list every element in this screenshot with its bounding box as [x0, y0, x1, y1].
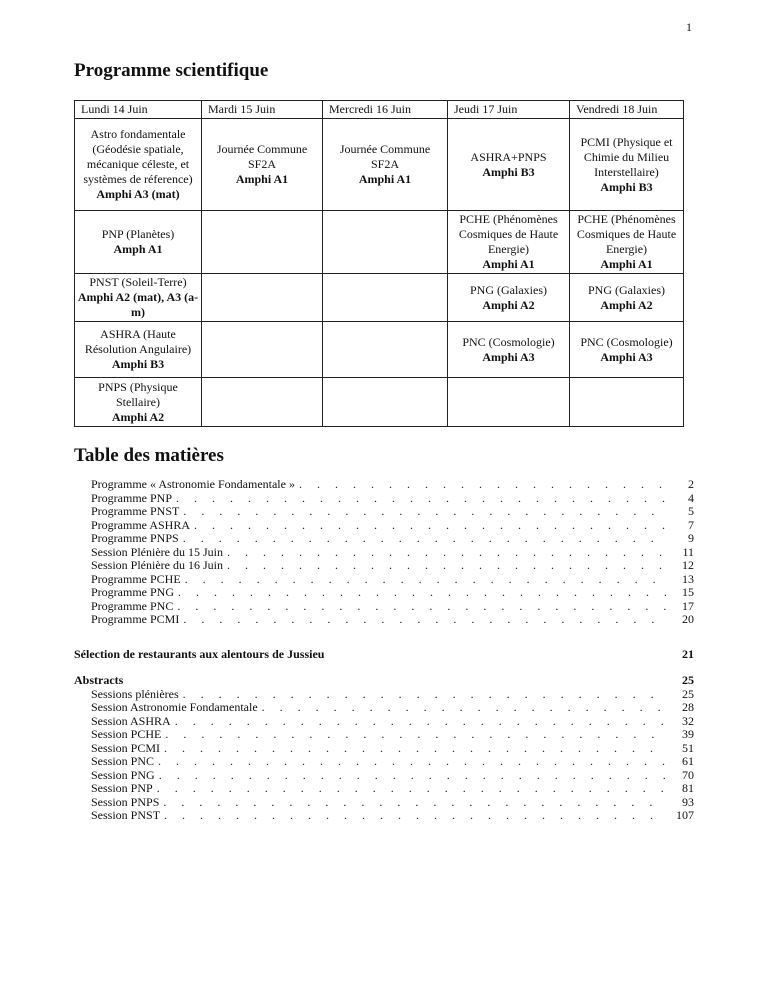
toc-entry[interactable] [74, 796, 694, 810]
toc-entry-page: 12 [682, 558, 694, 572]
programme-heading: Programme scientifique [74, 60, 269, 81]
session-cell [448, 322, 570, 378]
toc-restaurants [74, 648, 694, 662]
session-room: Amphi B3 [111, 357, 165, 371]
session-cell [570, 211, 684, 274]
session-cell [75, 378, 202, 427]
session-cell [570, 274, 684, 322]
session-room: Amphi B3 [600, 179, 653, 194]
toc-entry-page: 2 [688, 477, 694, 491]
session-room: Amphi B3 [482, 164, 535, 179]
toc-entry-title: Session PCMI [91, 740, 161, 755]
toc-entry[interactable] [74, 688, 694, 702]
session-name: PNP (Planètes) [101, 227, 175, 241]
toc-entry-page: 39 [682, 727, 694, 741]
day-header: Mardi 15 Juin [202, 101, 323, 119]
toc-entry[interactable] [74, 586, 694, 600]
session-name: PNC (Cosmologie) [462, 334, 555, 349]
session-name: ASHRA (Haute Résolution Angulaire) [84, 327, 192, 356]
schedule-header-row [75, 101, 684, 119]
toc-entry[interactable] [74, 715, 694, 729]
dot-leader [157, 782, 666, 796]
session-cell [570, 322, 684, 378]
dot-leader [176, 492, 666, 506]
toc-entry-page: 4 [688, 490, 694, 505]
empty-cell [202, 322, 323, 378]
session-room: Amphi A3 (mat) [96, 187, 180, 201]
schedule-row [75, 211, 684, 274]
toc-entry-title: Programme PNG [91, 585, 174, 599]
toc-section-page: 21 [682, 647, 694, 661]
dot-leader [164, 742, 666, 756]
toc-entry-title: Programme PNC [91, 598, 174, 613]
toc-entry-page: 11 [682, 544, 694, 559]
toc-entry[interactable] [74, 600, 694, 614]
session-room: Amphi A1 [600, 257, 653, 271]
toc-entry-page: 5 [688, 504, 694, 518]
toc-entry-title: Session Plénière du 15 Juin [91, 544, 223, 559]
toc-entry-page: 17 [682, 598, 694, 613]
toc-entry-title: Session Astronomie Fondamentale [91, 700, 258, 714]
session-room: Amphi A1 [235, 172, 289, 186]
toc-entry[interactable] [74, 559, 694, 573]
empty-cell [202, 378, 323, 427]
session-cell [75, 119, 202, 211]
toc-entry-page: 81 [682, 781, 694, 795]
toc-entry[interactable] [74, 519, 694, 533]
toc-entry-title: Session PNG [91, 767, 155, 782]
toc-entry-title: Session ASHRA [91, 713, 171, 728]
dot-leader [165, 728, 666, 742]
empty-cell [323, 211, 448, 274]
toc-entry[interactable] [74, 532, 694, 546]
schedule-row [75, 378, 684, 427]
session-name: PNG (Galaxies) [470, 282, 547, 297]
session-name: PCMI (Physique et Chimie du Milieu Interstellaire) [580, 134, 673, 179]
toc-entry[interactable] [74, 573, 694, 587]
session-name: PNPS (Physique Stellaire) [98, 379, 178, 409]
dot-leader [299, 478, 666, 492]
toc-entry-title: Programme « Astronomie Fondamentale » [91, 477, 295, 491]
dot-leader [164, 809, 666, 823]
session-room: Amphi A3 [600, 349, 653, 364]
schedule-table [74, 100, 684, 427]
toc-entry[interactable] [74, 505, 694, 519]
toc-abstracts [74, 674, 694, 823]
session-cell [448, 119, 570, 211]
session-cell [323, 119, 448, 211]
toc-entry-page: 7 [688, 517, 694, 532]
toc-entry[interactable] [74, 769, 694, 783]
session-cell [448, 211, 570, 274]
toc-entry-title: Programme PNPS [91, 531, 179, 545]
toc-entry-page: 9 [688, 531, 694, 545]
day-header: Mercredi 16 Juin [323, 101, 448, 119]
session-cell [202, 119, 323, 211]
toc-entry[interactable] [74, 782, 694, 796]
session-cell [570, 119, 684, 211]
toc-entry-title: Programme PCHE [91, 571, 181, 586]
toc-entry-page: 13 [682, 571, 694, 586]
dot-leader [175, 715, 666, 729]
toc-heading: Table des matières [74, 445, 224, 466]
dot-leader [158, 755, 666, 769]
toc-entry[interactable] [74, 742, 694, 756]
toc-entry-title: Programme PNP [91, 490, 172, 505]
dot-leader [183, 613, 666, 627]
dot-leader [185, 573, 666, 587]
page-number: 1 [686, 20, 692, 34]
day-header: Vendredi 18 Juin [570, 101, 684, 119]
toc-entry-page: 61 [682, 754, 694, 768]
toc-entry-title: Session PCHE [91, 727, 162, 741]
toc-entry-page: 70 [682, 767, 694, 782]
day-header: Jeudi 17 Juin [448, 101, 570, 119]
toc-entry[interactable] [74, 492, 694, 506]
dot-leader [159, 769, 666, 783]
toc-entry[interactable] [74, 755, 694, 769]
empty-cell [323, 378, 448, 427]
toc-section-title: Sélection de restaurants aux alentours de Jussieu [74, 647, 325, 661]
session-name: Astro fondamentale (Géodésie spatiale, mécanique céleste, et systèmes de réference) [83, 127, 193, 186]
session-name: PNG (Galaxies) [588, 282, 665, 297]
toc-entry[interactable] [74, 728, 694, 742]
dot-leader [178, 586, 666, 600]
dot-leader [183, 532, 666, 546]
session-room: Amphi A1 [482, 257, 535, 271]
toc-programmes [74, 478, 694, 627]
toc-entry-page: 93 [682, 794, 694, 809]
empty-cell [323, 274, 448, 322]
toc-entry[interactable] [74, 701, 694, 715]
dot-leader [163, 796, 666, 810]
toc-entry-page: 20 [682, 612, 694, 626]
empty-cell [202, 274, 323, 322]
toc-entry-title: Session PNPS [91, 794, 160, 809]
session-room: Amphi A2 [482, 297, 535, 312]
session-name: PNC (Cosmologie) [580, 334, 673, 349]
toc-entry-title: Programme PNST [91, 504, 180, 518]
empty-cell [570, 378, 684, 427]
session-cell [75, 322, 202, 378]
empty-cell [448, 378, 570, 427]
empty-cell [202, 211, 323, 274]
session-room: Amphi A2 (mat), A3 (a-m) [77, 290, 199, 319]
session-name: Journée Commune SF2A [339, 142, 431, 171]
toc-entry-page: 107 [676, 808, 694, 822]
session-room: Amphi A1 [358, 172, 412, 186]
dot-leader [262, 701, 666, 715]
toc-entry-title: Session PNC [91, 754, 155, 768]
schedule-row [75, 119, 684, 211]
toc-entry-page: 25 [682, 686, 694, 701]
dot-leader [227, 559, 666, 573]
dot-leader [183, 688, 666, 702]
toc-entry[interactable] [74, 809, 694, 823]
session-name: Journée Commune SF2A [216, 142, 308, 171]
session-room: Amphi A3 [482, 349, 535, 364]
session-name: PCHE (Phénomènes Cosmiques de Haute Energie) [576, 212, 677, 256]
dot-leader [194, 519, 666, 533]
toc-entry[interactable] [74, 546, 694, 560]
toc-entry-page: 32 [682, 713, 694, 728]
toc-entry-title: Sessions plénières [91, 686, 179, 701]
day-header: Lundi 14 Juin [75, 101, 202, 119]
toc-section-page: 25 [682, 673, 694, 687]
toc-entry[interactable] [74, 478, 694, 492]
toc-entry-title: Session Plénière du 16 Juin [91, 558, 223, 572]
schedule-row [75, 322, 684, 378]
toc-entry-page: 51 [682, 740, 694, 755]
toc-section[interactable] [74, 648, 694, 662]
empty-cell [323, 322, 448, 378]
dot-leader [183, 505, 666, 519]
toc-entry-title: Programme ASHRA [91, 517, 190, 532]
session-room: Amphi A2 [600, 297, 653, 312]
toc-entry-page: 15 [682, 585, 694, 599]
session-cell [75, 274, 202, 322]
session-name: PCHE (Phénomènes Cosmiques de Haute Energie) [458, 212, 559, 256]
dot-leader [177, 600, 666, 614]
session-name: ASHRA+PNPS [470, 149, 547, 164]
session-cell [75, 211, 202, 274]
toc-entry[interactable] [74, 613, 694, 627]
dot-leader [227, 546, 666, 560]
toc-entry-title: Session PNST [91, 808, 161, 822]
toc-entry-title: Programme PCMI [91, 612, 180, 626]
session-cell [448, 274, 570, 322]
session-room: Amphi A2 [111, 409, 165, 424]
toc-entry-title: Session PNP [91, 781, 153, 795]
toc-section-title: Abstracts [74, 673, 124, 687]
toc-entry-page: 28 [682, 700, 694, 714]
toc-section[interactable] [74, 674, 694, 688]
session-name: PNST (Soleil-Terre) [89, 275, 187, 289]
session-room: Amph A1 [113, 242, 163, 256]
schedule-row [75, 274, 684, 322]
